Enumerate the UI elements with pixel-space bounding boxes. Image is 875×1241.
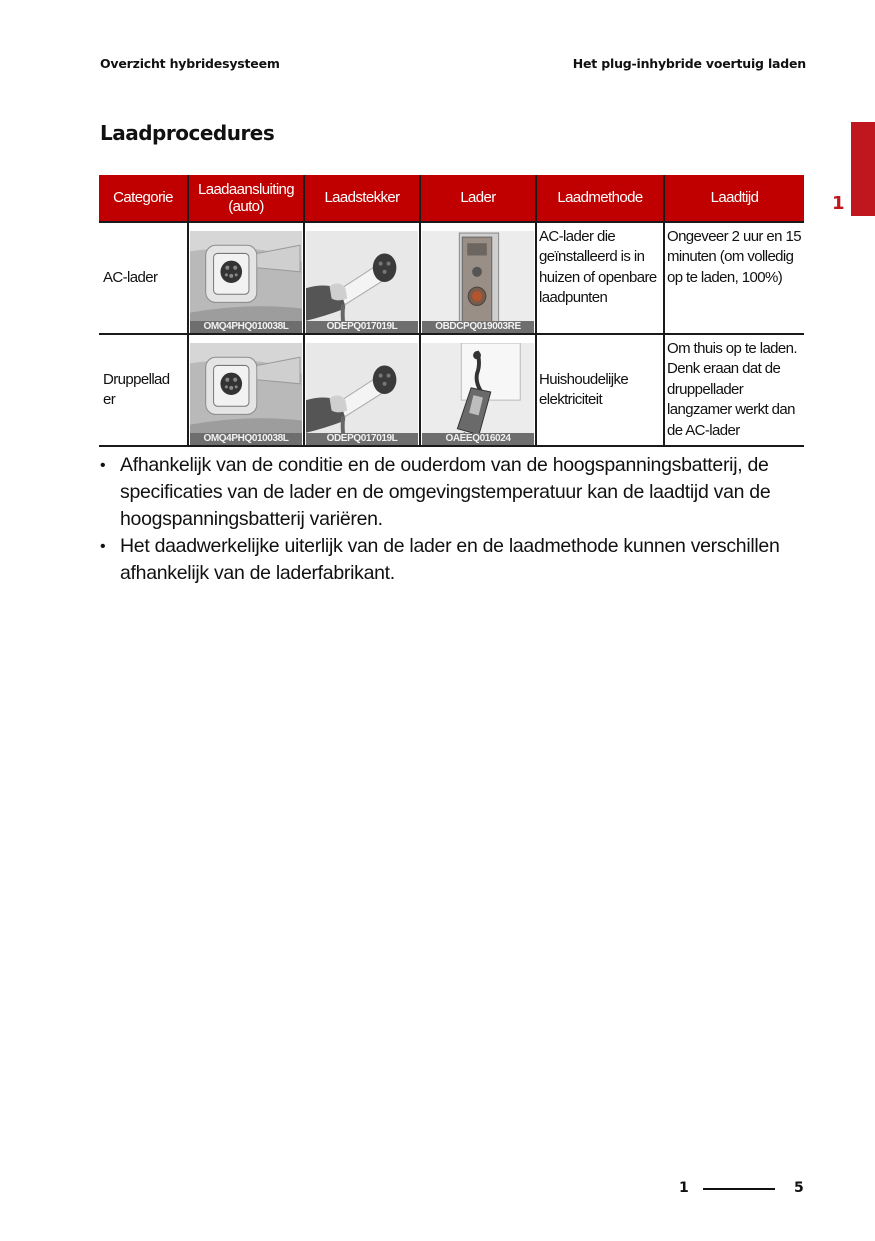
plug-image-cell xyxy=(304,222,420,334)
image-caption: OMQ4PHQ010038L xyxy=(190,321,302,333)
method-cell: Huishoudelijke elektriciteit xyxy=(536,334,664,446)
image-caption: ODEPQ017019L xyxy=(306,321,418,333)
portable-trickle-charger-image xyxy=(422,343,534,445)
column-header-plug: Laadstekker xyxy=(304,175,420,222)
chapter-tab-marker xyxy=(851,122,875,216)
page-title: Laadprocedures xyxy=(100,121,275,145)
column-header-inlet: Laadaansluiting (auto) xyxy=(188,175,304,222)
running-header-left: Overzicht hybridesysteem xyxy=(100,56,280,71)
table-row xyxy=(99,222,804,334)
wallbox-charger-image xyxy=(422,231,534,333)
footer-page-number: 5 xyxy=(794,1180,804,1196)
inlet-image-cell xyxy=(188,334,304,446)
time-cell: Om thuis op te laden. Denk eraan dat de druppellader langzamer werkt dan de AC-lader xyxy=(664,334,804,446)
image-caption: ODEPQ017019L xyxy=(306,433,418,445)
charger-image-cell xyxy=(420,334,536,446)
chapter-number: 1 xyxy=(832,193,845,214)
image-caption: OMQ4PHQ010038L xyxy=(190,433,302,445)
table-row xyxy=(99,334,804,446)
car-charging-inlet-image xyxy=(190,343,302,445)
note-item: • Het daadwerkelijke uiterlijk van de lader en de laadmethode kunnen verschillen afhankelijk van de laderfabrikant. xyxy=(98,533,813,587)
hand-holding-plug-image xyxy=(306,343,418,445)
column-header-charger: Lader xyxy=(420,175,536,222)
notes-list xyxy=(98,452,813,587)
table-header-row xyxy=(99,175,804,222)
plug-image-cell xyxy=(304,334,420,446)
time-cell: Ongeveer 2 uur en 15 minuten (om volledig op te laden, 100%) xyxy=(664,222,804,334)
charger-image-cell xyxy=(420,222,536,334)
category-cell xyxy=(99,334,188,446)
inlet-image-cell xyxy=(188,222,304,334)
car-charging-inlet-image xyxy=(190,231,302,333)
footer-chapter-number: 1 xyxy=(679,1180,689,1196)
image-caption: OBDCPQ019003RE xyxy=(422,321,534,333)
footer-divider xyxy=(703,1188,775,1190)
image-caption: OAEEQ016024 xyxy=(422,433,534,445)
column-header-category: Categorie xyxy=(99,175,188,222)
charging-procedures-table xyxy=(99,175,804,447)
column-header-time: Laadtijd xyxy=(664,175,804,222)
method-cell: AC-lader die geïnstalleerd is in huizen of openbare laadpunten xyxy=(536,222,664,334)
note-item: • Afhankelijk van de conditie en de ouderdom van de hoogspanningsbatterij, de specificaties van de lader en de omgevingstemperatuur kan de laadtijd van de hoogspanningsbatterij variëren. xyxy=(98,452,813,533)
hand-holding-plug-image xyxy=(306,231,418,333)
category-label: Druppellader xyxy=(103,370,170,408)
running-header-right: Het plug-inhybride voertuig laden xyxy=(572,56,806,71)
category-cell: AC-lader xyxy=(99,222,188,334)
column-header-method: Laadmethode xyxy=(536,175,664,222)
